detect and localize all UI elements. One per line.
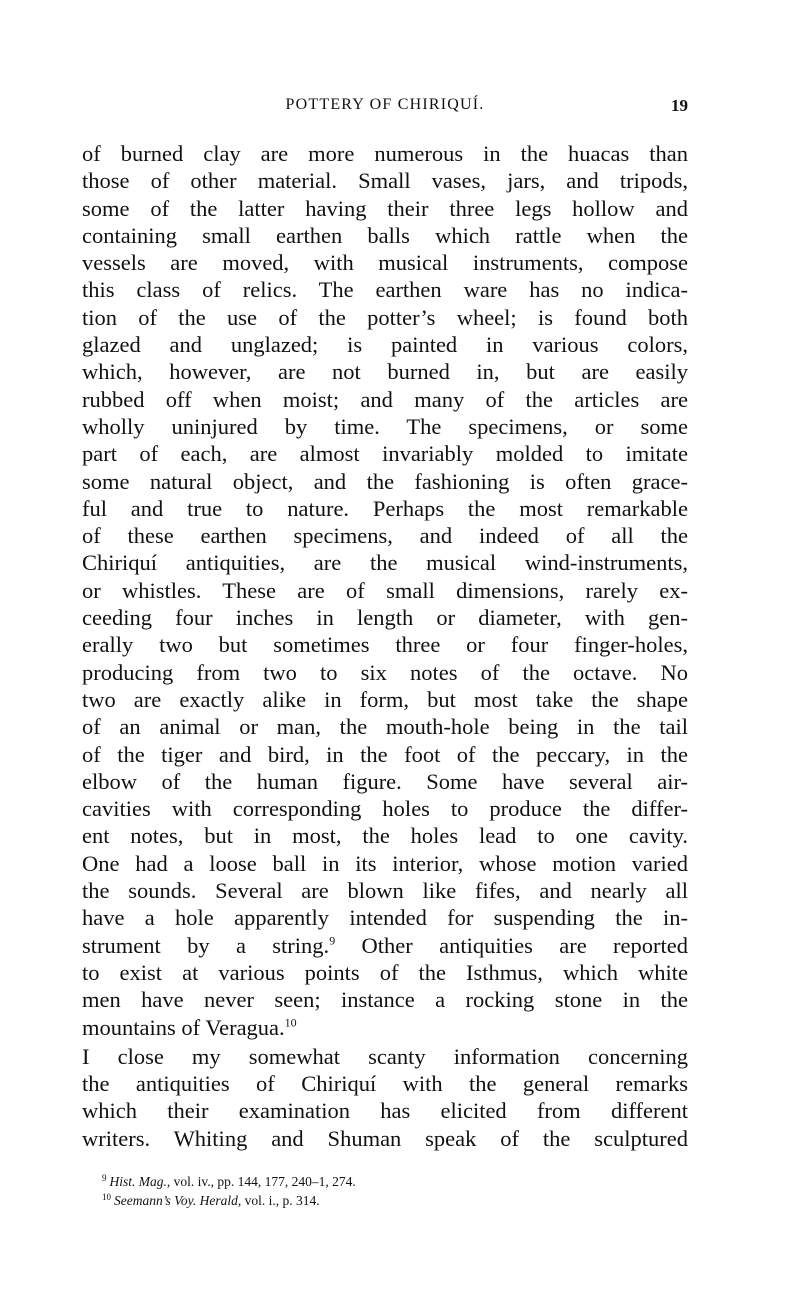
footnote-details: , vol. iv., pp. 144, 177, 240–1, 274. <box>166 1174 356 1189</box>
text-line: of these earthen specimens, and indeed of all the <box>82 523 688 549</box>
text-line: One had a loose ball in its interior, whose motion varied <box>82 850 688 876</box>
page-number: 19 <box>671 96 688 115</box>
text-line: ceeding four inches in length or diameter, with gen- <box>82 605 688 631</box>
text-line: to exist at various points of the Isthmus, which white <box>82 959 688 985</box>
text-line: erally two but sometimes three or four finger-holes, <box>82 632 688 658</box>
text-line: the sounds. Several are blown like fifes, and nearly all <box>82 878 688 904</box>
text-segment: mountains of Veragua. <box>82 1014 285 1040</box>
footnote-details: , vol. i., p. 314. <box>237 1193 320 1208</box>
footnote-mark: 10 <box>102 1191 111 1202</box>
text-line: writers. Whiting and Shuman speak of the sculptured <box>82 1125 688 1151</box>
text-line: which their examination has elicited from different <box>82 1098 688 1124</box>
text-line-with-footnote-ref <box>82 932 688 959</box>
running-title: POTTERY OF CHIRIQUÍ. <box>285 96 485 113</box>
running-header <box>82 96 688 120</box>
text-line: of the tiger and bird, in the foot of the peccary, in the <box>82 741 688 767</box>
text-line: of burned clay are more numerous in the huacas than <box>82 141 688 166</box>
text-line: some of the latter having their three legs hollow and <box>82 195 688 221</box>
text-line: those of other material. Small vases, jars, and tripods, <box>82 168 688 194</box>
footnotes <box>102 1172 662 1210</box>
text-line: ent notes, but in most, the holes lead to one cavity. <box>82 823 688 849</box>
footnote-10 <box>102 1191 662 1210</box>
text-line: elbow of the human figure. Some have several air- <box>82 768 688 794</box>
text-line: glazed and unglazed; is painted in various colors, <box>82 332 688 358</box>
text-line: Chiriquí antiquities, are the musical wind-instruments, <box>82 550 688 576</box>
text-line: some natural object, and the fashioning is often grace- <box>82 468 688 494</box>
text-line: the antiquities of Chiriquí with the general remarks <box>82 1071 688 1097</box>
footnote-mark: 9 <box>102 1172 107 1183</box>
footnote-9 <box>102 1172 662 1191</box>
text-line: vessels are moved, with musical instruments, compose <box>82 250 688 276</box>
paragraph-1 <box>82 140 688 1041</box>
text-line: part of each, are almost invariably molded to imitate <box>82 441 688 467</box>
text-line: I close my somewhat scanty information concerning <box>82 1043 688 1069</box>
text-line: cavities with corresponding holes to produce the differ- <box>82 796 688 822</box>
text-segment: Other antiquities are reported <box>361 932 689 958</box>
text-line-with-footnote-ref <box>82 1014 688 1041</box>
footnote-ref-10[interactable]: 10 <box>284 1015 297 1029</box>
text-line: ful and true to nature. Perhaps the most remarkable <box>82 495 688 521</box>
text-line: of an animal or man, the mouth-hole being in the tail <box>82 714 688 740</box>
body-text <box>82 140 688 1152</box>
text-line: men have never seen; instance a rocking stone in the <box>82 987 688 1013</box>
text-line: rubbed off when moist; and many of the articles are <box>82 386 688 412</box>
text-segment: strument by a string. <box>82 932 330 958</box>
text-line: which, however, are not burned in, but are easily <box>82 359 688 385</box>
footnote-ref-9[interactable]: 9 <box>329 933 336 948</box>
text-line: wholly uninjured by time. The specimens, or some <box>82 413 688 439</box>
text-line: have a hole apparently intended for suspending the in- <box>82 905 688 931</box>
footnote-source: Seemann’s Voy. Herald <box>114 1193 238 1208</box>
text-line: this class of relics. The earthen ware has no indica- <box>82 277 688 303</box>
text-line: two are exactly alike in form, but most take the shape <box>82 686 688 712</box>
text-line: containing small earthen balls which rattle when the <box>82 222 688 248</box>
footnote-source: Hist. Mag. <box>109 1174 167 1189</box>
text-line: tion of the use of the potter’s wheel; is found both <box>82 304 688 330</box>
text-line: producing from two to six notes of the octave. No <box>82 659 688 685</box>
text-line: or whistles. These are of small dimensions, rarely ex- <box>82 577 688 603</box>
paragraph-2 <box>82 1043 688 1152</box>
